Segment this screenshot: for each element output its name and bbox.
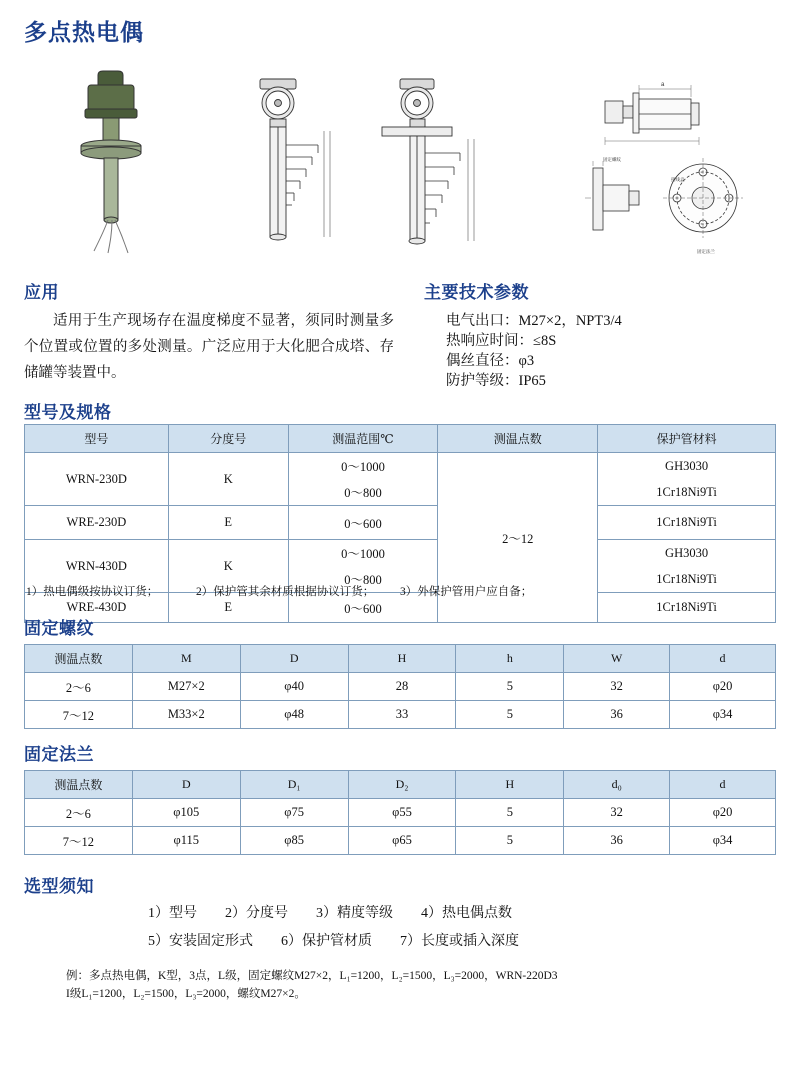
selection-line-1: 1）型号 2）分度号 3）精度等级 4）热电偶点数 bbox=[148, 906, 512, 921]
thread-table bbox=[24, 644, 776, 729]
cell-dd: φ34 bbox=[670, 827, 776, 855]
cell-index: K bbox=[168, 540, 288, 593]
col-d2: D₂ bbox=[348, 771, 456, 799]
heading-flange: 固定法兰 bbox=[24, 745, 94, 765]
heading-tech-params: 主要技术参数 bbox=[424, 283, 529, 303]
col-d1: D₁ bbox=[240, 771, 348, 799]
cell-h: 5 bbox=[456, 827, 564, 855]
cell-points: 7～12 bbox=[25, 827, 133, 855]
table-row bbox=[25, 453, 776, 480]
cell-index: E bbox=[168, 506, 288, 540]
cell-d: φ105 bbox=[132, 799, 240, 827]
col-material: 保护管材料 bbox=[598, 425, 776, 453]
cell-index: E bbox=[168, 593, 288, 623]
cell-h: 5 bbox=[456, 799, 564, 827]
cell-w: 32 bbox=[564, 673, 670, 701]
cell-index: K bbox=[168, 453, 288, 506]
col-d-upper: D bbox=[240, 645, 348, 673]
table-row bbox=[25, 701, 776, 729]
table-row bbox=[25, 799, 776, 827]
cell-d0: 36 bbox=[564, 827, 670, 855]
tech-param-1: 电气出口：M27×2，NPT3/4 bbox=[446, 313, 622, 329]
svg-text:a: a bbox=[661, 82, 665, 88]
cell-d: φ48 bbox=[240, 701, 348, 729]
selection-line-2: 5）安装固定形式 6）保护管材质 7）长度或插入深度 bbox=[148, 934, 519, 949]
tech-param-3: 偶丝直径：φ3 bbox=[446, 353, 535, 369]
cell-m: M33×2 bbox=[132, 701, 240, 729]
cell-d: φ115 bbox=[132, 827, 240, 855]
cell-points: 2～12 bbox=[438, 453, 598, 623]
cell-model: WRN-230D bbox=[25, 453, 169, 506]
cell-h2: 5 bbox=[456, 673, 564, 701]
cell-material: 1Cr18Ni9Ti bbox=[598, 506, 776, 540]
col-points: 测温点数 bbox=[25, 771, 133, 799]
flange-table bbox=[24, 770, 776, 855]
col-d: D bbox=[132, 771, 240, 799]
cell-d2: φ34 bbox=[670, 701, 776, 729]
col-h-upper: H bbox=[348, 645, 456, 673]
cell-range: 0～1000 bbox=[288, 453, 438, 480]
col-d-lower: d bbox=[670, 771, 776, 799]
cell-d2: φ20 bbox=[670, 673, 776, 701]
cell-h: 28 bbox=[348, 673, 456, 701]
cell-d1: φ75 bbox=[240, 799, 348, 827]
tech-param-4: 防护等级：IP65 bbox=[446, 373, 546, 389]
svg-text:接线盒: 接线盒 bbox=[671, 177, 685, 182]
figure-multipoint-flange bbox=[360, 75, 490, 255]
figure-dimension-drawing bbox=[575, 73, 775, 263]
col-d-lower: d bbox=[670, 645, 776, 673]
cell-d: φ40 bbox=[240, 673, 348, 701]
col-points: 测温点数 bbox=[438, 425, 598, 453]
cell-w: 36 bbox=[564, 701, 670, 729]
table-header-row bbox=[25, 771, 776, 799]
cell-material: 1Cr18Ni9Ti bbox=[598, 479, 776, 506]
cell-range: 0～800 bbox=[288, 479, 438, 506]
table-header-row bbox=[25, 645, 776, 673]
cell-material: 1Cr18Ni9Ti bbox=[598, 593, 776, 623]
example-line-1: 例：多点热电偶，K型，3点，L级，固定螺纹M27×2，L₁=1200，L₂=1500，L₃=2000，WRN-220D3 bbox=[66, 970, 558, 982]
col-points: 测温点数 bbox=[25, 645, 133, 673]
cell-model: WRE-430D bbox=[25, 593, 169, 623]
heading-thread: 固定螺纹 bbox=[24, 619, 94, 639]
cell-range: 0～800 bbox=[288, 566, 438, 593]
cell-points: 2～6 bbox=[25, 799, 133, 827]
cell-d2: φ65 bbox=[348, 827, 456, 855]
cell-h: 33 bbox=[348, 701, 456, 729]
cell-range: 0～1000 bbox=[288, 540, 438, 567]
application-text: 适用于生产现场存在温度梯度不显著，须同时测量多个位置或位置的多处测量。广泛应用于大化肥合成塔、存储罐等装置中。 bbox=[24, 313, 394, 381]
example-line-2: I级L₁=1200，L₂=1500，L₃=2000，螺纹M27×2。 bbox=[66, 988, 306, 1000]
illustration-row bbox=[0, 55, 800, 260]
page-title: 多点热电偶 bbox=[24, 20, 144, 46]
table-row bbox=[25, 540, 776, 567]
cell-points: 7～12 bbox=[25, 701, 133, 729]
models-note-1: 1）热电偶级按协议订货； bbox=[26, 586, 159, 598]
cell-material: GH3030 bbox=[598, 540, 776, 567]
cell-points: 2～6 bbox=[25, 673, 133, 701]
col-m: M bbox=[132, 645, 240, 673]
col-w: W bbox=[564, 645, 670, 673]
cell-range: 0～600 bbox=[288, 506, 438, 540]
heading-application: 应用 bbox=[24, 283, 59, 303]
models-note-2: 2）保护管其余材质根据协议订货； bbox=[196, 586, 375, 598]
cell-d1: φ85 bbox=[240, 827, 348, 855]
table-row bbox=[25, 673, 776, 701]
cell-material: GH3030 bbox=[598, 453, 776, 480]
cell-d2: φ55 bbox=[348, 799, 456, 827]
models-note-3: 3）外保护管用户应自备； bbox=[400, 586, 533, 598]
table-row bbox=[25, 827, 776, 855]
cell-model: WRE-230D bbox=[25, 506, 169, 540]
col-range: 测温范围℃ bbox=[288, 425, 438, 453]
figure-probe-assembly bbox=[58, 63, 188, 258]
col-d0: d₀ bbox=[564, 771, 670, 799]
cell-d0: 32 bbox=[564, 799, 670, 827]
col-index: 分度号 bbox=[168, 425, 288, 453]
cell-m: M27×2 bbox=[132, 673, 240, 701]
svg-text:固定螺纹: 固定螺纹 bbox=[603, 157, 621, 162]
col-h: H bbox=[456, 771, 564, 799]
heading-selection: 选型须知 bbox=[24, 877, 94, 897]
cell-h2: 5 bbox=[456, 701, 564, 729]
svg-text:固定法兰: 固定法兰 bbox=[697, 249, 715, 254]
tech-param-2: 热响应时间：≤8S bbox=[446, 333, 557, 349]
table-row bbox=[25, 506, 776, 540]
cell-dd: φ20 bbox=[670, 799, 776, 827]
cell-model: WRN-430D bbox=[25, 540, 169, 593]
figure-multipoint-thread bbox=[232, 75, 342, 255]
col-h-lower: h bbox=[456, 645, 564, 673]
table-header-row bbox=[25, 425, 776, 453]
heading-models: 型号及规格 bbox=[24, 403, 112, 423]
col-model: 型号 bbox=[25, 425, 169, 453]
cell-material: 1Cr18Ni9Ti bbox=[598, 566, 776, 593]
cell-range: 0～600 bbox=[288, 593, 438, 623]
